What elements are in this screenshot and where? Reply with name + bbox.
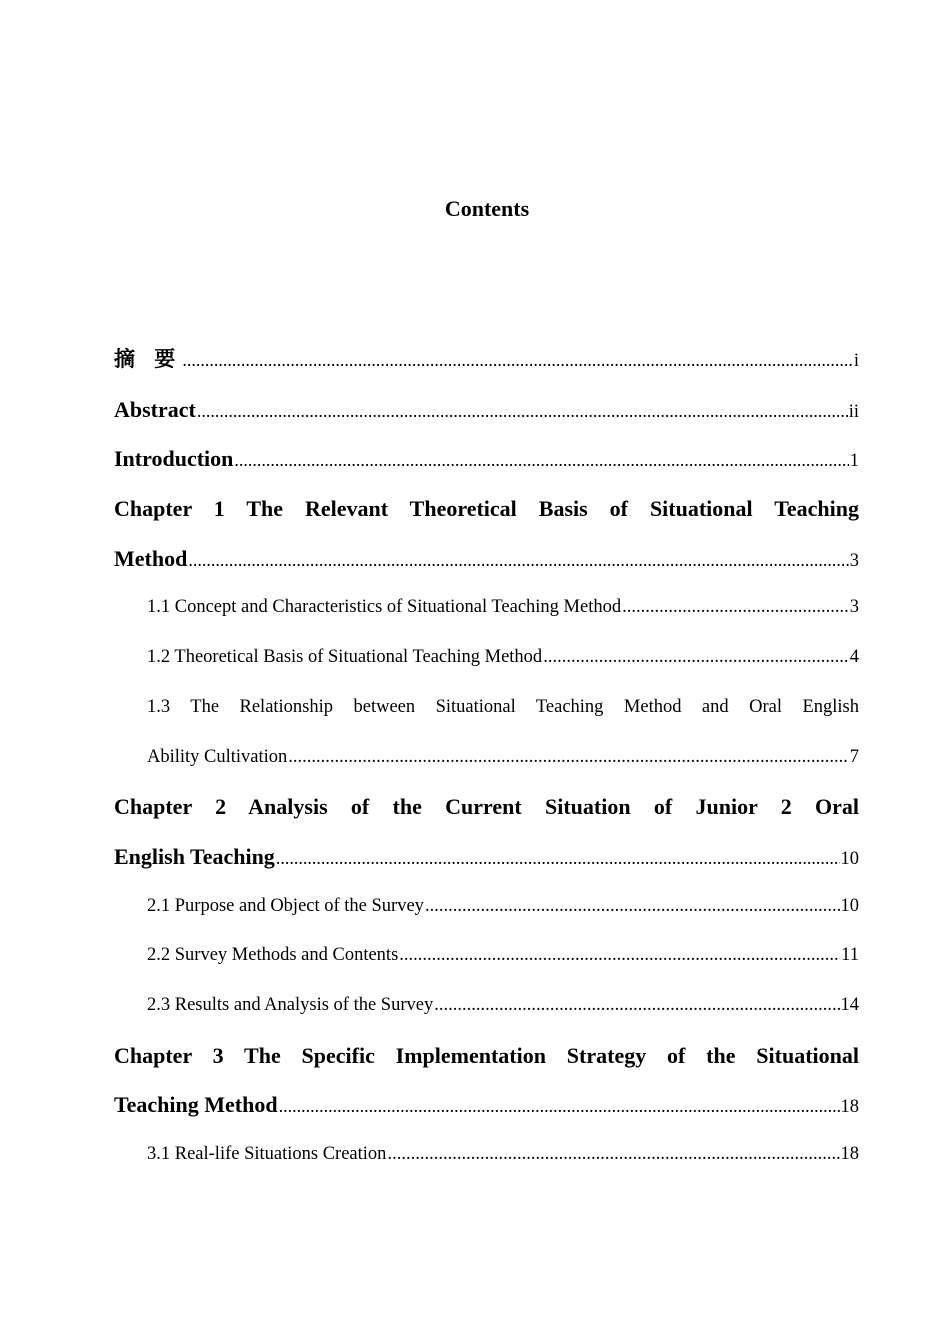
toc-entry-chapter-2-line-2[interactable] xyxy=(114,832,859,882)
dot-leader xyxy=(434,981,839,1031)
toc-page-number: i xyxy=(853,351,859,371)
toc-page-number: 4 xyxy=(849,647,859,668)
toc-page-number: 1 xyxy=(849,451,859,472)
toc-entry-label: 3.1 Real-life Situations Creation xyxy=(147,1144,387,1164)
toc-entry-label: 1.3 The Relationship between Situational Teaching Method and Oral English xyxy=(147,696,859,717)
toc-entry-chapter-2-line-1[interactable] xyxy=(114,782,859,832)
toc-entry-chapter-3-line-2[interactable] xyxy=(114,1080,859,1130)
toc-entry-label: English Teaching xyxy=(114,843,275,869)
toc-entry-label: 摘 要 xyxy=(114,347,182,371)
toc-entry-introduction[interactable] xyxy=(114,434,859,484)
toc-entry-label: 1.1 Concept and Characteristics of Situational Teaching Method xyxy=(147,597,622,618)
toc-entry-label: Chapter 2 Analysis of the Current Situation of Junior 2 Oral xyxy=(114,794,859,820)
toc-entry-1-1[interactable] xyxy=(114,583,859,633)
toc-entry-abstract-chinese[interactable] xyxy=(114,335,859,385)
dot-leader xyxy=(543,633,849,683)
dot-leader xyxy=(399,931,840,981)
toc-entry-label: 2.1 Purpose and Object of the Survey xyxy=(147,895,424,916)
toc-page-number: 11 xyxy=(841,945,859,966)
toc-entry-chapter-3-line-1[interactable] xyxy=(114,1031,859,1081)
toc-entry-chapter-1-line-1[interactable] xyxy=(114,484,859,534)
toc-page-number: 7 xyxy=(849,746,859,767)
toc-entry-label: 1.2 Theoretical Basis of Situational Teaching Method xyxy=(147,647,543,668)
table-of-contents xyxy=(114,335,859,1180)
toc-entry-chapter-1-line-2[interactable] xyxy=(114,534,859,584)
toc-entry-1-2[interactable] xyxy=(114,633,859,683)
toc-page-number: 18 xyxy=(840,1097,859,1118)
page-title: Contents xyxy=(444,196,530,221)
dot-leader xyxy=(188,536,848,586)
toc-entry-2-3[interactable] xyxy=(114,981,859,1031)
toc-entry-label: Teaching Method xyxy=(114,1092,278,1118)
toc-entry-3-1[interactable] xyxy=(114,1130,859,1180)
toc-entry-label: Ability Cultivation xyxy=(147,746,288,767)
toc-entry-label: Method xyxy=(114,545,188,571)
toc-page-number: ii xyxy=(848,401,859,422)
dot-leader xyxy=(182,336,853,386)
toc-page-number: 3 xyxy=(849,597,859,618)
dot-leader xyxy=(276,834,840,884)
toc-entry-label: Chapter 1 The Relevant Theoretical Basis of Situational Teaching xyxy=(114,496,859,522)
toc-page-number: 10 xyxy=(840,895,859,916)
toc-entry-2-2[interactable] xyxy=(114,931,859,981)
dot-leader xyxy=(197,387,848,437)
toc-page-number: 18 xyxy=(840,1144,859,1164)
toc-entry-1-3-line-1[interactable] xyxy=(114,683,859,733)
dot-leader xyxy=(234,436,848,486)
toc-entry-label: Chapter 3 The Specific Implementation Strategy of the Situational xyxy=(114,1042,859,1068)
toc-entry-label: Introduction xyxy=(114,446,234,472)
toc-page-number: 14 xyxy=(840,994,859,1015)
dot-leader xyxy=(387,1130,839,1180)
toc-entry-label: 2.2 Survey Methods and Contents xyxy=(147,945,399,966)
dot-leader xyxy=(279,1082,840,1132)
toc-entry-1-3-line-2[interactable] xyxy=(114,733,859,783)
toc-page-number: 3 xyxy=(849,550,859,571)
toc-entry-abstract[interactable] xyxy=(114,385,859,435)
dot-leader xyxy=(425,882,840,932)
toc-entry-label: Abstract xyxy=(114,396,196,422)
dot-leader xyxy=(288,733,848,783)
dot-leader xyxy=(622,583,849,633)
toc-entry-label: 2.3 Results and Analysis of the Survey xyxy=(147,994,434,1015)
toc-page-number: 10 xyxy=(840,848,859,869)
toc-entry-2-1[interactable] xyxy=(114,882,859,932)
